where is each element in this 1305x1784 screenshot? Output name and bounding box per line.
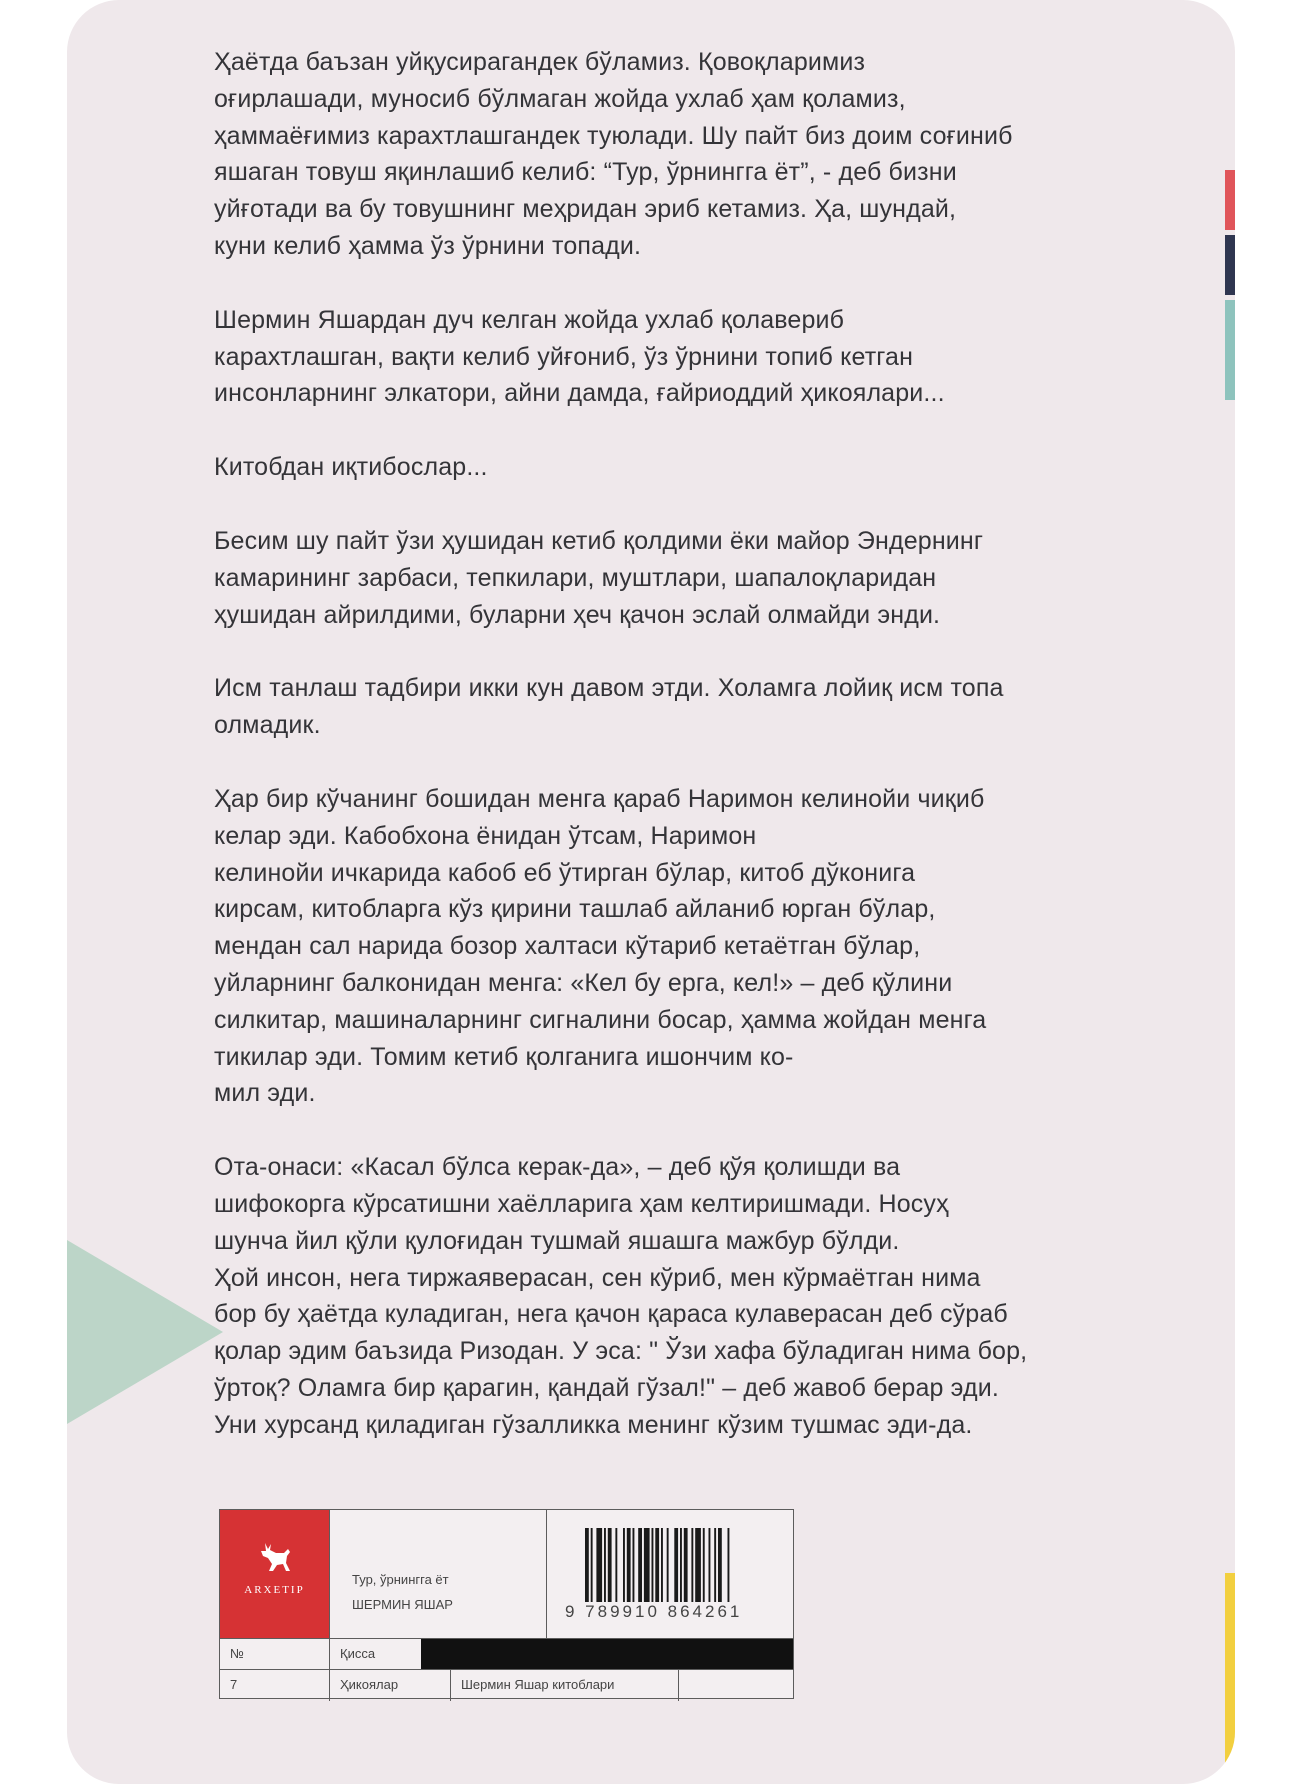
decorative-triangle	[67, 1240, 223, 1424]
barcode-bar	[585, 1528, 589, 1602]
barcode-bar	[718, 1528, 722, 1602]
quote-3: Ҳар бир кўчанинг бошидан менга қараб Наримон келинойи чиқиб келар эди. Кабобхона ёнидан ўтсам, Наримон келинойи ичкарида кабоб еб ўтирган бўлар, китоб дўконига кирсам, китобларга кўз қирини ташлаб айланиб юрган бўлар, мендан сал нарида бозор халтаси кўтариб кетаётган бўлар, уйларнинг балконидан менга: «Кел бу ерга, кел!» – деб қўлини силкитар, машиналарнинг сигналини босар, ҳамма жойдан менга тикилар эди. Томим кетиб қолганига ишончим ко- мил эди.	[214, 784, 987, 1108]
blurb-paragraph-2: Шермин Яшардан дуч келган жойда ухлаб қолавериб карахтлашган, вақти келиб уйғониб, ўз ўрнини топиб кетган инсонларнинг элкатори, айни дамда, ғайриоддий ҳикоялари...	[214, 305, 945, 408]
barcode-bar	[674, 1528, 678, 1602]
gazelle-icon	[257, 1540, 293, 1574]
barcode-bar	[709, 1528, 711, 1602]
row2-series: Шермин Яшар китоблари	[450, 1670, 679, 1701]
barcode-bar	[596, 1528, 602, 1602]
row2-value: Ҳикоялар	[329, 1670, 450, 1701]
barcode-bar	[623, 1528, 625, 1602]
isbn-digits: 9 789910 864261	[565, 1602, 743, 1621]
barcode-bar	[728, 1528, 730, 1602]
publisher-logo	[220, 1510, 329, 1638]
publisher-name: ARXETIP	[244, 1584, 305, 1596]
edge-stripe-teal	[1225, 300, 1235, 400]
barcode-bar	[644, 1528, 650, 1602]
barcode-bar	[661, 1528, 663, 1602]
edge-stripe-red	[1225, 170, 1235, 230]
quote-2: Исм танлаш тадбири икки кун давом этди. Холамга лойиқ исм топа олмадик.	[214, 674, 1004, 740]
barcode-bar	[655, 1528, 659, 1602]
imprint-box	[219, 1509, 794, 1699]
row1-black-bar	[421, 1639, 793, 1670]
imprint-row-2	[220, 1669, 793, 1701]
barcode-bar	[703, 1528, 705, 1602]
edge-stripe-yellow	[1225, 1573, 1235, 1783]
imprint-title-block	[329, 1510, 547, 1638]
barcode-bar	[691, 1528, 693, 1602]
isbn-barcode	[547, 1510, 793, 1638]
book-author: ШЕРМИН ЯШАР	[352, 1597, 453, 1612]
barcode-bar	[608, 1528, 612, 1602]
row1-value: Қисса	[329, 1639, 421, 1670]
barcode-bar	[615, 1528, 617, 1602]
blurb-text	[214, 44, 1164, 1481]
barcode-bar	[652, 1528, 654, 1602]
barcode-bar	[604, 1528, 606, 1602]
barcode-bar	[633, 1528, 635, 1602]
barcode-bar	[695, 1528, 701, 1602]
barcode-bar	[714, 1528, 716, 1602]
barcode-bar	[638, 1528, 642, 1602]
quote-1: Бесим шу пайт ўзи ҳушидан кетиб қолдими ёки майор Эндернинг камарининг зарбаси, тепкилари, муштлари, шапалоқларидан ҳушидан айрилдими, буларни ҳеч қачон эслай олмайди энди.	[214, 526, 984, 629]
book-back-cover	[67, 0, 1235, 1784]
barcode-bar	[680, 1528, 682, 1602]
barcode-bar	[684, 1528, 688, 1602]
book-title: Тур, ўрнингга ёт	[352, 1572, 449, 1587]
row2-label: 7	[230, 1677, 238, 1692]
quote-4: Ота-онаси: «Касал бўлса керак-да», – деб қўя қолишди ва шифокорга кўрсатишни хаёлларига ҳам келтиришмади. Носуҳ шунча йил қўли қулоғидан тушмай яшашга мажбур бўлди. Ҳой инсон, нега тиржаяверасан, сен кўриб, мен кўрмаётган нима бор бу ҳаётда куладиган, нега қачон қараса кулаверасан деб сўраб қолар эдим баъзида Ризодан. У эса: " Ўзи хафа бўладиган нима бор, ўртоқ? Оламга бир қарагин, қандай гўзал!" – деб жавоб берар эди. Уни хурсанд қиладиган гўзалликка менинг кўзим тушмас эди-да.	[214, 1153, 1028, 1439]
blurb-paragraph-1: Ҳаётда баъзан уйқусирагандек бўламиз. Қовоқларимиз оғирлашади, муносиб бўлмаган жойда ухлаб ҳам қоламиз, ҳаммаёғимиз карахтлашгандек туюлади. Шу пайт биз доим соғиниб яшаган товуш яқинлашиб келиб: “Тур, ўрнингга ёт”, - деб бизни уйғотади ва бу товушнинг меҳридан эриб кетамиз. Ҳа, шундай, куни келиб ҳамма ўз ўрнини топади.	[214, 48, 1013, 260]
imprint-row-1	[220, 1638, 793, 1670]
row1-label: №	[230, 1646, 244, 1661]
quotes-heading: Китобдан иқтибослар...	[214, 453, 488, 482]
barcode-bar	[591, 1528, 593, 1602]
barcode-bars	[585, 1528, 773, 1610]
barcode-bar	[627, 1528, 631, 1602]
edge-stripe-navy	[1225, 235, 1235, 295]
barcode-bar	[667, 1528, 669, 1602]
